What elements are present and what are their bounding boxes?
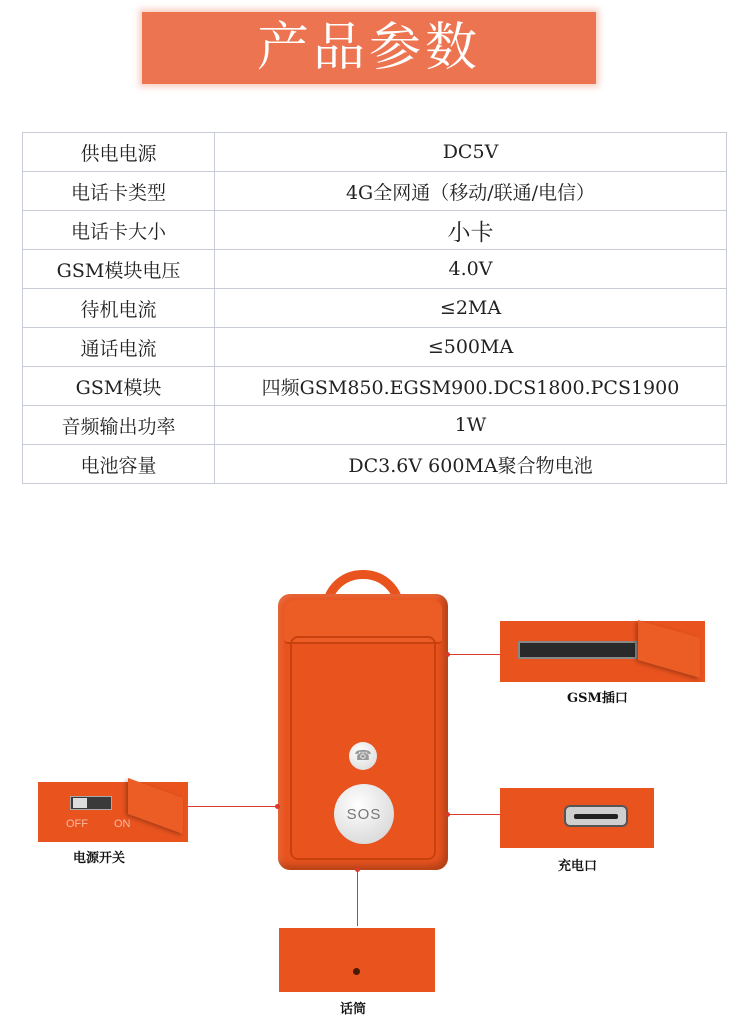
rubber-flap — [128, 778, 183, 834]
switch-knob — [73, 798, 87, 808]
spec-value: DC3.6V 600MA聚合物电池 — [215, 445, 727, 484]
callout-dot-power — [275, 804, 280, 809]
callout-line-mic — [357, 870, 358, 926]
spec-value: 四频GSM850.EGSM900.DCS1800.PCS1900 — [215, 367, 727, 406]
table-row — [23, 445, 727, 484]
device-body — [278, 594, 448, 870]
table-row — [23, 172, 727, 211]
callout-line-charge — [448, 814, 500, 815]
table-row — [23, 328, 727, 367]
callout-line-power — [188, 806, 278, 807]
spec-label: 待机电流 — [23, 289, 215, 328]
switch-off-label: OFF — [66, 818, 88, 830]
spec-label: 电池容量 — [23, 445, 215, 484]
microphone-photo — [279, 928, 435, 992]
spec-label: 通话电流 — [23, 328, 215, 367]
gsm-slot-photo — [500, 621, 705, 682]
switch-on-label: ON — [114, 818, 131, 830]
spec-value: ≤500MA — [215, 328, 727, 367]
table-row — [23, 406, 727, 445]
table-row — [23, 250, 727, 289]
table-row — [23, 289, 727, 328]
callout-dot-charge — [445, 812, 450, 817]
phone-icon: ☎ — [354, 748, 372, 764]
power-switch-caption: 电源开关 — [73, 851, 126, 866]
spec-label: 音频输出功率 — [23, 406, 215, 445]
spec-value: DC5V — [215, 133, 727, 172]
table-row — [23, 367, 727, 406]
gsm-slot-caption: GSM插口 — [567, 691, 628, 706]
sos-button: SOS — [334, 784, 394, 844]
callout-line-gsm — [448, 654, 500, 655]
slide-switch — [70, 796, 112, 810]
mic-hole — [353, 968, 360, 975]
call-button — [349, 742, 377, 770]
table-row — [23, 211, 727, 250]
spec-label: 供电电源 — [23, 133, 215, 172]
page-title: 产品参数 — [256, 18, 481, 78]
spec-value: 4.0V — [215, 250, 727, 289]
title-banner — [142, 12, 596, 84]
spec-value: ≤2MA — [215, 289, 727, 328]
spec-value: 1W — [215, 406, 727, 445]
callout-dot-gsm — [445, 652, 450, 657]
spec-value: 4G全网通（移动/联通/电信） — [215, 172, 727, 211]
power-switch-photo — [38, 782, 188, 842]
rubber-flap — [638, 620, 700, 678]
sim-slot — [518, 641, 637, 659]
spec-label: 电话卡大小 — [23, 211, 215, 250]
charging-port-photo — [500, 788, 654, 848]
usb-port-inner — [574, 814, 618, 819]
spec-label: GSM模块电压 — [23, 250, 215, 289]
device-image — [278, 570, 448, 870]
table-row — [23, 133, 727, 172]
spec-label: GSM模块 — [23, 367, 215, 406]
spec-label: 电话卡类型 — [23, 172, 215, 211]
microphone-caption: 话筒 — [340, 1002, 367, 1017]
spec-value: 小卡 — [215, 211, 727, 250]
charging-port-caption: 充电口 — [558, 859, 598, 874]
usb-port — [564, 805, 628, 827]
callout-dot-mic — [355, 867, 360, 872]
spec-table — [22, 132, 727, 484]
